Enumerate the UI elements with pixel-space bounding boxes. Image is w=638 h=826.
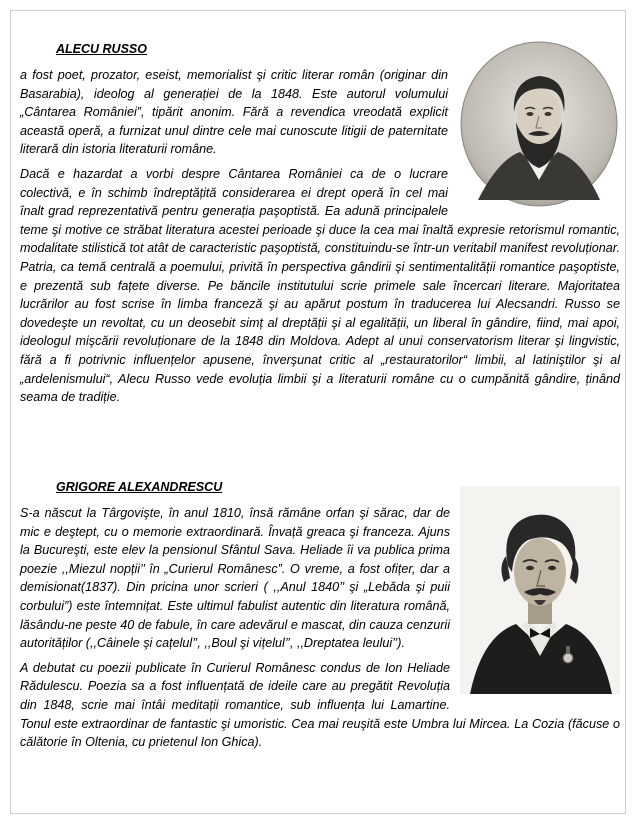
portrait-grigore-alexandrescu-image	[460, 486, 620, 694]
section-alecu-russo	[20, 42, 620, 413]
section-grigore-alexandrescu	[20, 480, 620, 758]
section-heading: GRIGORE ALEXANDRESCU	[56, 480, 223, 494]
section-heading: ALECU RUSSO	[56, 42, 147, 56]
paragraph: S-a născut la Târgovişte, în anul 1810, însă rămâne orfan şi sărac, dar de mic e deştept, cu o memorie extraordinară. Învață greaca şi franceza. Ajuns la Bucureşti, este elev la pensionul Sfântul Sava. Heliade îi va publica prima poezie ,,Miezul nopții’’ în „Curierul Românesc”. O vreme, a fost ofițer, dar a demisionat(1837). Din pricina unor scrieri ( ,,Anul 1840’’ şi „Lebăda şi puii corbului”) este întemnițat. Este ultimul fabulist autentic din literatura română, lăsându-ne peste 40 de fabule, în care adevărul e mascat, din cauza cenzurii autorităților (,,Câinele şi cațelul’’, ,,Boul şi vițelul’’, ,,Dreptatea leului’’).	[20, 506, 450, 651]
paragraph: a fost poet, prozator, eseist, memorialist şi critic literar român (originar din Basarabia), ideolog al generației de la 1848. Este autorul volumului „Cântarea României”, tipărit anonim. Fără a revendica vreodată explicit această operă, a furnizat unul dintre cele mai cunoscute litigii de paternitate literară din istoria literaturii române.	[20, 68, 448, 157]
paragraph: A debutat cu poezii publicate în Curierul Românesc condus de Ion Heliade Rădulescu. Poezia sa a fost influențată de ideile care au pregătit Revoluția din 1848, scrie mai întâi meditații romantice, sub influența lui Lamartine. Tonul este extraordinar de fantastic şi umoristic. Cea mai reuşită este Umbra lui Mircea. La Cozia (făcuse o călătorie în Oltenia, cu prietenul Ion Ghica).	[20, 660, 620, 750]
portrait-alecu-russo-image	[458, 40, 620, 208]
paragraph: Dacă e hazardat a vorbi despre Cântarea României ca de o lucrare colectivă, e în schimb îndreptățită considerarea ei drept operă în cel mai înalt grad reprezentativă pentru generația paşoptistă. Ea adună principalele teme şi motive ce străbat literatura acestei perioade şi duce la cea mai înaltă expresie retorismul romantic, modalitate stilistică tot atât de caracteristic paşoptistă, constituindu-se într-un veritabil manifest revoluționar. Patria, ca temă centrală a poemului, privită în perspectiva gândirii şi sentimentalității romantice paşoptiste, e prezentă sub fațete diverse. Pe băncile institutului scrie primele sale încercari literare. Majoritatea lucrărilor au fost scrise în limba franceză şi au apărut postum în traducerea lui Alecsandri. Russo se dovedeşte un revoltat, cu un deosebit simț al dreptății şi al egalității, un liberal în gândire, fiind, mai apoi, ideologul mişcării revoluționare de la 1848 din Moldova. Adept al unui conservatorism literar şi lingvistic, fără a fi potrivnic influențelor apusene, înverşunat critic al „restauratorilor“ limbii, al latiniştilor şi al „ardelenismului“, Alecu Russo vede evoluția limbii şi a literaturii române cu o cumpănită gândire, ținând seama de tradiție.	[20, 166, 620, 405]
